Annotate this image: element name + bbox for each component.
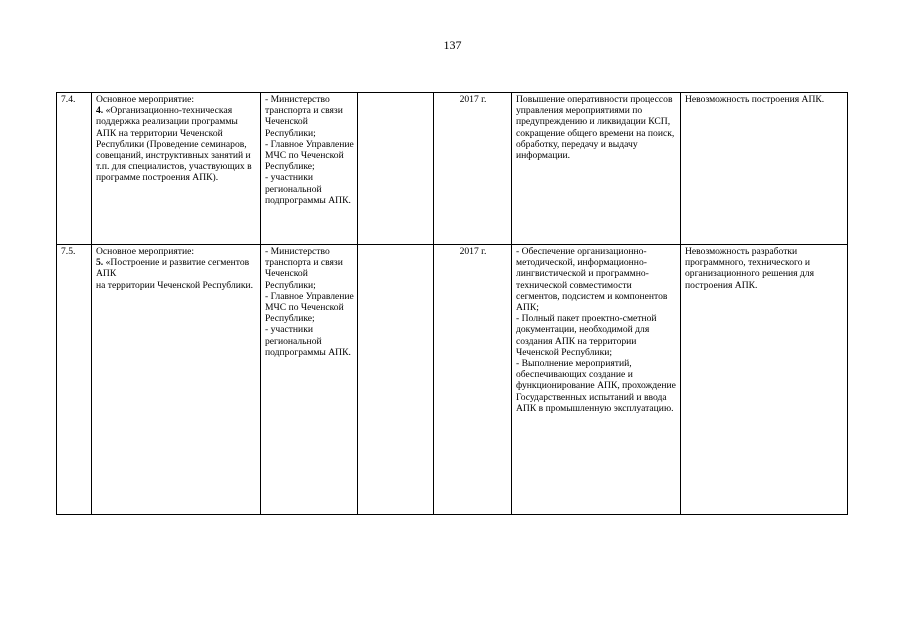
result-cell: - Обеспечение организационно-методической, информационно-лингвистической и программно-технической совместимости сегментов, подсистем и компонентов АПК; - Полный пакет проектно-сметной документации, необходимой для создания АПК на территории Чеченской Республики; - Выполнение мероприятий, обеспечивающих создание и функционирование АПК, прохождение Государственных испытаний и ввода АПК в промышленную эксплуатацию.	[512, 245, 681, 515]
executors-cell: - Министерство транспорта и связи Чеченской Республики; - Главное Управление МЧС по Чеченской Республике; - участники региональной подпрограммы АПК.	[261, 245, 358, 515]
year-cell: 2017 г.	[434, 245, 512, 515]
event-cell	[92, 93, 261, 245]
activities-table	[56, 92, 848, 515]
result-cell: Повышение оперативности процессов управления мероприятиями по предупреждению и ликвидации КСП, сокращение общего времени на поиск, обработку, передачу и выдачу информации.	[512, 93, 681, 245]
page-number: 137	[443, 38, 462, 52]
year-cell: 2017 г.	[434, 93, 512, 245]
table-row	[57, 245, 848, 515]
table-row	[57, 93, 848, 245]
event-text: «Построение и развитие сегментов АПК на территории Чеченской Республики.	[96, 257, 254, 291]
empty-cell	[358, 93, 434, 245]
event-header: Основное мероприятие:	[96, 246, 195, 257]
event-cell	[92, 245, 261, 515]
empty-cell	[358, 245, 434, 515]
event-number: 4.	[96, 105, 104, 117]
row-number: 7.5.	[57, 245, 92, 515]
row-number: 7.4.	[57, 93, 92, 245]
event-text: «Организационно-техническая поддержка реализации программы АПК на территории Чеченской Республики (Проведение семинаров, совещаний, инструктивных занятий и т.п. для специалистов, участвующих в программе построения АПК).	[96, 105, 252, 184]
executors-cell: - Министерство транспорта и связи Чеченской Республики; - Главное Управление МЧС по Чеченской Республике; - участники региональной подпрограммы АПК.	[261, 93, 358, 245]
event-header: Основное мероприятие:	[96, 94, 195, 105]
risk-cell: Невозможность разработки программного, технического и организационного решения для построения АПК.	[681, 245, 848, 515]
event-number: 5.	[96, 257, 104, 269]
risk-cell: Невозможность построения АПК.	[681, 93, 848, 245]
